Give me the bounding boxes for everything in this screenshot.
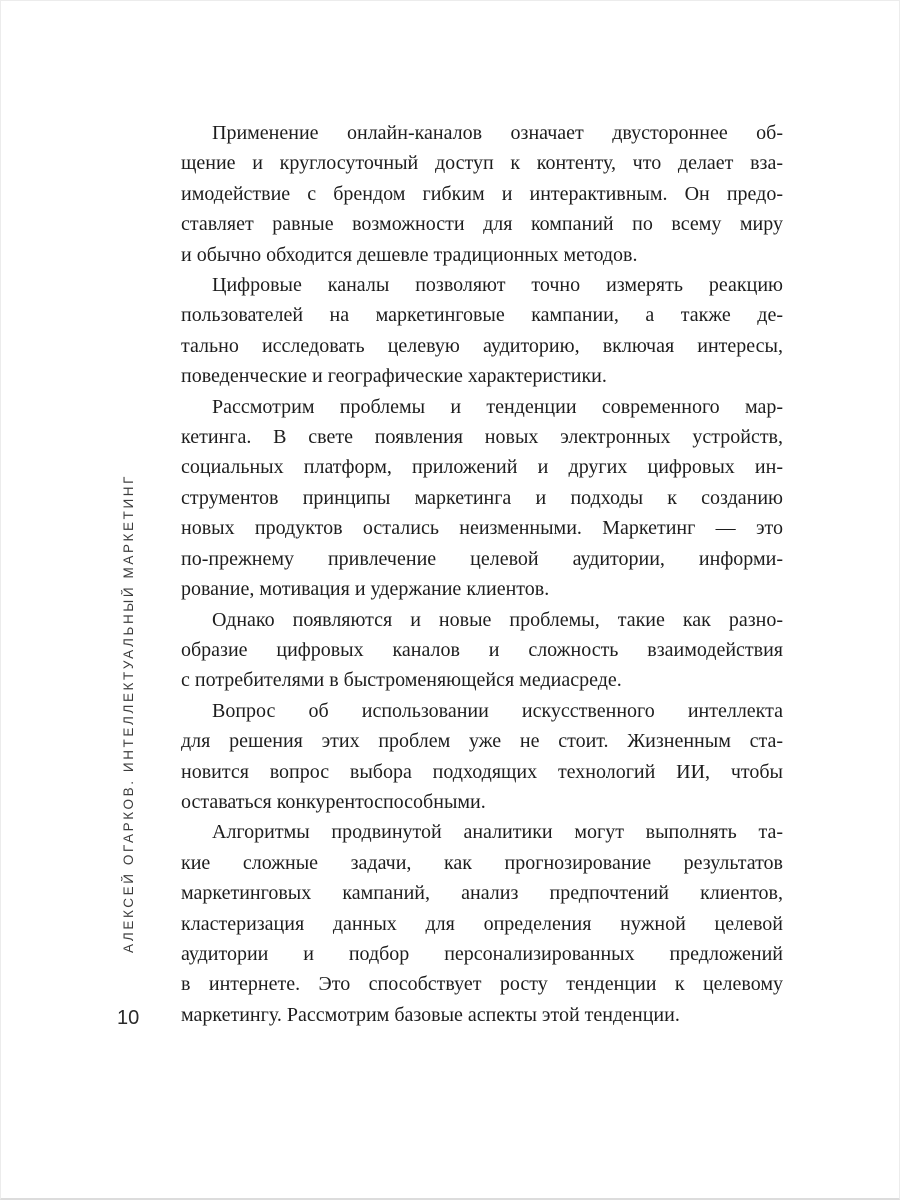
text-line: Применение онлайн-каналов означает двустороннее об- bbox=[212, 122, 783, 144]
text-line: ставляет равные возможности для компаний по всему миру bbox=[181, 213, 783, 236]
paragraph bbox=[181, 605, 783, 696]
text-line: по-прежнему привлечение целевой аудитории, информи- bbox=[181, 547, 783, 570]
text-line: с потребителями в быстроменяющейся медиасреде. bbox=[181, 669, 622, 692]
text-line: оставаться конкурентоспособными. bbox=[181, 790, 486, 813]
text-line: аудитории и подбор персонализированных предложений bbox=[181, 942, 783, 965]
text-line: кластеризация данных для определения нужной целевой bbox=[181, 912, 783, 935]
text-line: кетинга. В свете появления новых электронных устройств, bbox=[181, 426, 783, 449]
text-line: кие сложные задачи, как прогнозирование результатов bbox=[181, 851, 783, 874]
text-line: новится вопрос выбора подходящих технологий ИИ, чтобы bbox=[181, 760, 783, 783]
text-line: в интернете. Это способствует росту тенденции к целевому bbox=[181, 973, 783, 996]
text-line: тально исследовать целевую аудиторию, включая интересы, bbox=[181, 334, 783, 357]
text-line: имодействие с брендом гибким и интерактивным. Он предо- bbox=[181, 182, 783, 205]
book-title-vertical: АЛЕКСЕЙ ОГАРКОВ. ИНТЕЛЛЕКТУАЛЬНЫЙ МАРКЕТИНГ bbox=[121, 473, 136, 953]
text-line: Цифровые каналы позволяют точно измерять реакцию bbox=[212, 274, 783, 297]
text-line: маркетинговых кампаний, анализ предпочтений клиентов, bbox=[181, 882, 783, 905]
text-line: рование, мотивация и удержание клиентов. bbox=[181, 578, 550, 601]
text-line: пользователей на маркетинговые кампании, а также де- bbox=[181, 304, 783, 327]
paragraph bbox=[181, 817, 783, 1030]
paragraph bbox=[181, 118, 783, 270]
text-line: щение и круглосуточный доступ к контенту, что делает вза- bbox=[181, 152, 783, 175]
text-line: социальных платформ, приложений и других цифровых ин- bbox=[181, 456, 783, 479]
text-line: Однако появляются и новые проблемы, такие как разно- bbox=[212, 608, 783, 631]
text-line: маркетингу. Рассмотрим базовые аспекты этой тенденции. bbox=[181, 1003, 680, 1026]
text-line: образие цифровых каналов и сложность взаимодействия bbox=[181, 638, 783, 661]
paragraph bbox=[181, 696, 783, 818]
text-line: струментов принципы маркетинга и подходы к созданию bbox=[181, 486, 783, 509]
text-line: Рассмотрим проблемы и тенденции современного мар- bbox=[212, 395, 783, 418]
text-line: для решения этих проблем уже не стоит. Жизненным ста- bbox=[181, 730, 783, 753]
text-line: поведенческие и географические характеристики. bbox=[181, 365, 607, 388]
body-text bbox=[181, 118, 783, 1030]
text-line: новых продуктов остались неизменными. Маркетинг — это bbox=[181, 517, 783, 540]
paragraph bbox=[181, 392, 783, 605]
text-line: и обычно обходится дешевле традиционных методов. bbox=[181, 243, 638, 266]
text-line: Вопрос об использовании искусственного интеллекта bbox=[212, 699, 783, 722]
paragraph bbox=[181, 270, 783, 392]
text-line: Алгоритмы продвинутой аналитики могут выполнять та- bbox=[212, 821, 783, 844]
page-number: 10 bbox=[117, 1007, 140, 1029]
